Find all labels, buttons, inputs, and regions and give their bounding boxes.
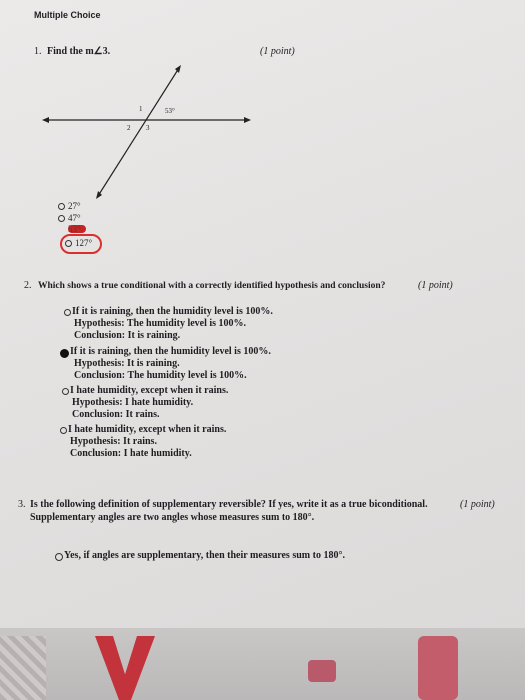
q1-option-radio[interactable]: [58, 215, 65, 222]
q1-points: (1 point): [260, 46, 295, 57]
q1-option-label: 47°: [68, 213, 81, 223]
q2-option-hypothesis: Hypothesis: It rains.: [70, 436, 157, 447]
pink-object: [418, 636, 458, 700]
q2-option-radio[interactable]: [64, 309, 71, 316]
q2-option-statement: I hate humidity, except when it rains.: [68, 424, 227, 435]
q3-points: (1 point): [460, 499, 495, 510]
q3-number: 3.: [18, 499, 26, 510]
q2-option-conclusion: Conclusion: It rains.: [72, 409, 160, 420]
q3-option-radio[interactable]: [55, 553, 63, 561]
red-circle-annotation: [60, 234, 102, 254]
q2-option-conclusion: Conclusion: I hate humidity.: [70, 448, 192, 459]
q1-option-radio[interactable]: [58, 203, 65, 210]
q1-option-label: 27°: [68, 201, 81, 211]
arrow-right-icon: [244, 117, 251, 123]
q2-option-hypothesis: Hypothesis: I hate humidity.: [72, 397, 194, 408]
fabric-pattern: [0, 636, 46, 700]
q1-option-label: 127°: [75, 238, 93, 248]
q2-option-conclusion: Conclusion: It is raining.: [74, 330, 181, 341]
q2-option-statement: If it is raining, then the humidity level is 100%.: [70, 346, 271, 357]
transversal-line: [98, 68, 179, 196]
q1-prompt: Find the m∠3.: [47, 46, 111, 57]
angle-label-1: 1: [139, 105, 143, 113]
angle-label-3: 3: [146, 124, 150, 132]
q1-option-label: 53°: [68, 224, 81, 234]
q2-number: 2.: [24, 280, 32, 291]
q1-number: 1.: [34, 46, 42, 57]
q2-prompt: Which shows a true conditional with a correctly identified hypothesis and conclusion?: [38, 281, 386, 291]
arrow-left-icon: [42, 117, 49, 123]
q2-option-statement: If it is raining, then the humidity level is 100%.: [72, 306, 273, 317]
q3-option-label: Yes, if angles are supplementary, then their measures sum to 180°.: [64, 550, 345, 561]
q2-option-statement: I hate humidity, except when it rains.: [70, 385, 229, 396]
q1-angle-diagram: [40, 60, 260, 200]
q2-option-radio-selected[interactable]: [60, 349, 69, 358]
q2-points: (1 point): [418, 280, 453, 291]
q2-option-hypothesis: Hypothesis: The humidity level is 100%.: [74, 318, 247, 329]
q2-option-hypothesis: Hypothesis: It is raining.: [74, 358, 180, 369]
angle-label-2: 2: [127, 124, 131, 132]
q2-option-radio[interactable]: [60, 427, 67, 434]
q2-option-radio[interactable]: [62, 388, 69, 395]
angle-value-label: 53°: [165, 107, 175, 115]
page-title: Multiple Choice: [34, 10, 101, 20]
pink-object-small: [308, 660, 336, 682]
q3-prompt: Is the following definition of supplementary reversible? If yes, write it as a true biconditional.: [30, 499, 428, 510]
q2-option-conclusion: Conclusion: The humidity level is 100%.: [74, 370, 247, 381]
q3-definition: Supplementary angles are two angles whose measures sum to 180°.: [30, 512, 315, 523]
